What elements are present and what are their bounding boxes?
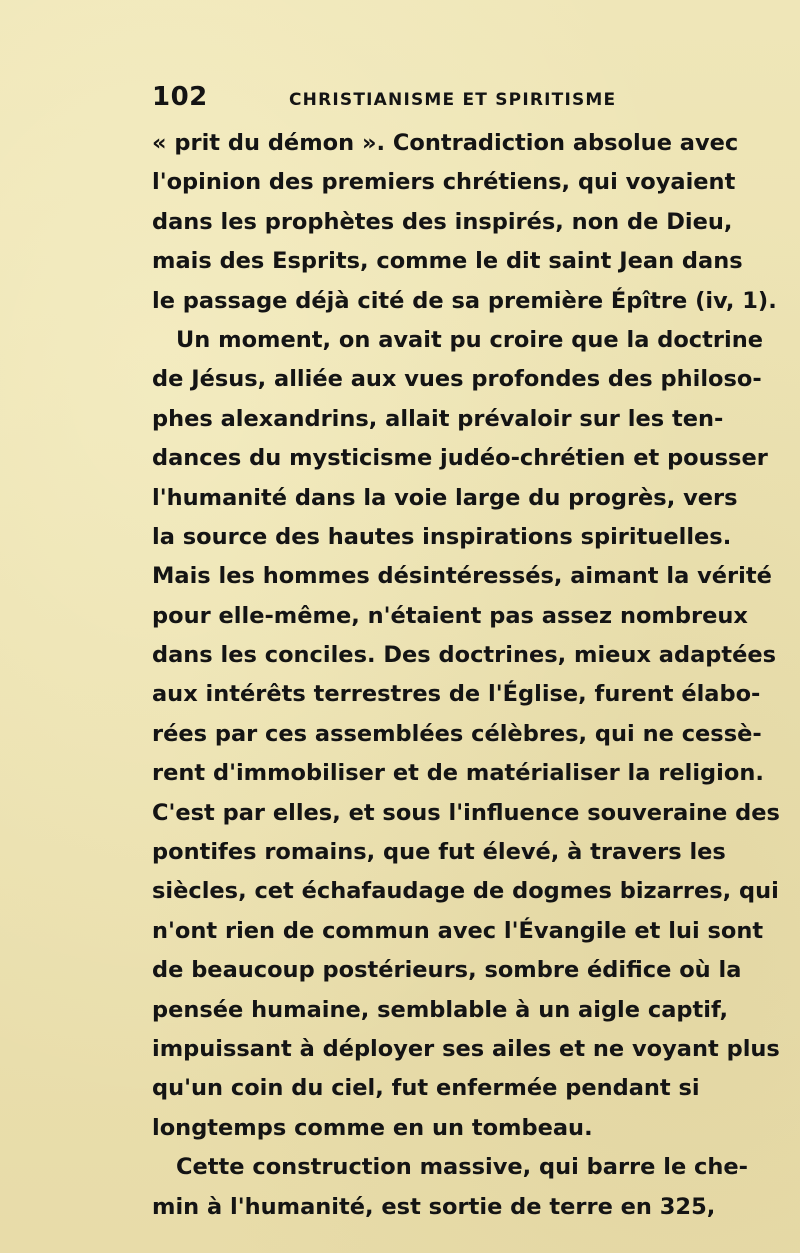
text-line: pensée humaine, semblable à un aigle captif,	[152, 996, 729, 1023]
text-line: min à l'humanité, est sortie de terre en 325,	[152, 1193, 716, 1220]
text-line: aux intérêts terrestres de l'Église, furent élabo-	[152, 681, 761, 708]
text-line: de Jésus, alliée aux vues profondes des philoso-	[152, 366, 762, 393]
text-line: mais des Esprits, comme le dit saint Jean dans	[152, 248, 743, 275]
text-line: dans les conciles. Des doctrines, mieux adaptées	[152, 642, 777, 669]
text-line: phes alexandrins, allait prévaloir sur les ten-	[152, 405, 724, 432]
text-line: Un moment, on avait pu croire que la doctrine	[176, 326, 763, 353]
text-line: Mais les hommes désintéressés, aimant la vérité	[152, 563, 772, 590]
running-title: CHRISTIANISME ET SPIRITISME	[289, 90, 617, 110]
text-line: la source des hautes inspirations spirituelles.	[152, 523, 732, 550]
text-line: n'ont rien de commun avec l'Évangile et lui sont	[152, 917, 764, 944]
text-line: dances du mysticisme judéo-chrétien et pousser	[152, 445, 768, 472]
text-line: longtemps comme en un tombeau.	[152, 1114, 593, 1141]
text-line: Cette construction massive, qui barre le che-	[176, 1154, 749, 1181]
page-header	[0, 82, 800, 122]
body-text	[152, 124, 780, 1227]
page-number: 102	[152, 82, 208, 112]
text-line: « prit du démon ». Contradiction absolue avec	[152, 130, 739, 156]
text-line: pour elle-même, n'étaient pas assez nombreux	[152, 602, 748, 629]
text-line: pontifes romains, que fut élevé, à travers les	[152, 839, 726, 866]
text-line: dans les prophètes des inspirés, non de Dieu,	[152, 208, 733, 235]
text-line: rées par ces assemblées célèbres, qui ne cessè-	[152, 720, 762, 747]
text-line: rent d'immobiliser et de matérialiser la religion.	[152, 760, 764, 787]
text-line: l'opinion des premiers chrétiens, qui voyaient	[152, 169, 736, 196]
text-line: impuissant à déployer ses ailes et ne voyant plus	[152, 1035, 780, 1062]
text-line: siècles, cet échafaudage de dogmes bizarres, qui	[152, 878, 779, 905]
text-line: de beaucoup postérieurs, sombre édifice où la	[152, 957, 742, 984]
text-line: le passage déjà cité de sa première Épître (iv, 1).	[152, 287, 777, 314]
text-line: l'humanité dans la voie large du progrès, vers	[152, 484, 738, 511]
text-line: qu'un coin du ciel, fut enfermée pendant si	[152, 1075, 700, 1102]
text-line: C'est par elles, et sous l'influence souveraine des	[152, 799, 780, 826]
